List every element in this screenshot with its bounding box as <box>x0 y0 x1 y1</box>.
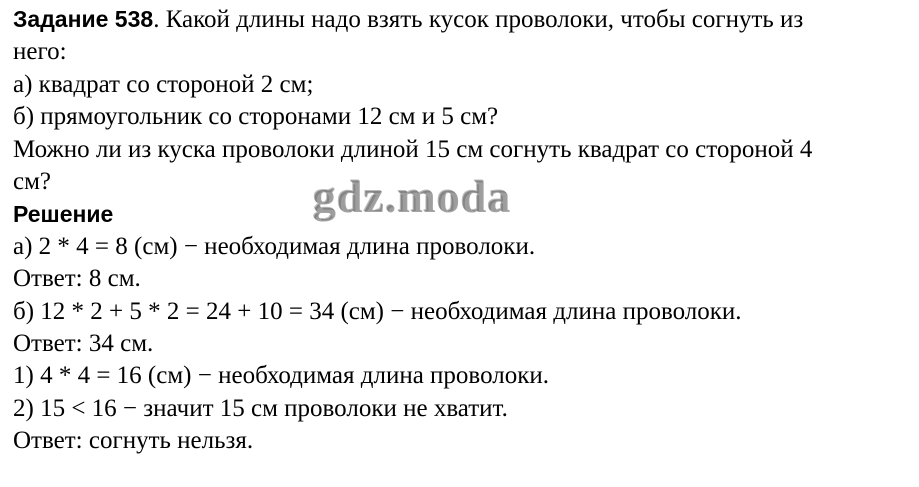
task-text-line1: . Какой длины надо взять кусок проволоки, чтобы согнуть из <box>153 6 804 33</box>
solution-line: Ответ: 34 см. <box>13 330 154 358</box>
task-question-line2: см? <box>13 168 52 196</box>
document <box>13 3 913 458</box>
task-heading-line <box>13 3 913 36</box>
solution-line: б) 12 * 2 + 5 * 2 = 24 + 10 = 34 (см) − необходимая длина проволоки. <box>13 297 742 325</box>
task-title: Задание 538 <box>13 6 154 32</box>
task-text-line2: него: <box>13 38 67 66</box>
solution-line: Ответ: согнуть нельзя. <box>13 427 254 455</box>
solution-line: а) 2 * 4 = 8 (см) − необходимая длина проволоки. <box>13 232 536 260</box>
task-question-line1: Можно ли из куска проволоки длиной 15 см согнуть квадрат со стороной 4 <box>13 135 813 163</box>
task-item-a: а) квадрат со стороной 2 см; <box>13 70 314 98</box>
watermark-logo: gdz.moda <box>313 171 512 222</box>
solution-heading: Решение <box>13 201 114 228</box>
solution-line: 2) 15 < 16 − значит 15 см проволоки не хватит. <box>13 394 508 422</box>
solution-line: Ответ: 8 см. <box>13 265 141 293</box>
solution-line: 1) 4 * 4 = 16 (см) − необходимая длина проволоки. <box>13 362 549 390</box>
task-item-b: б) прямоугольник со сторонами 12 см и 5 см? <box>13 103 499 131</box>
